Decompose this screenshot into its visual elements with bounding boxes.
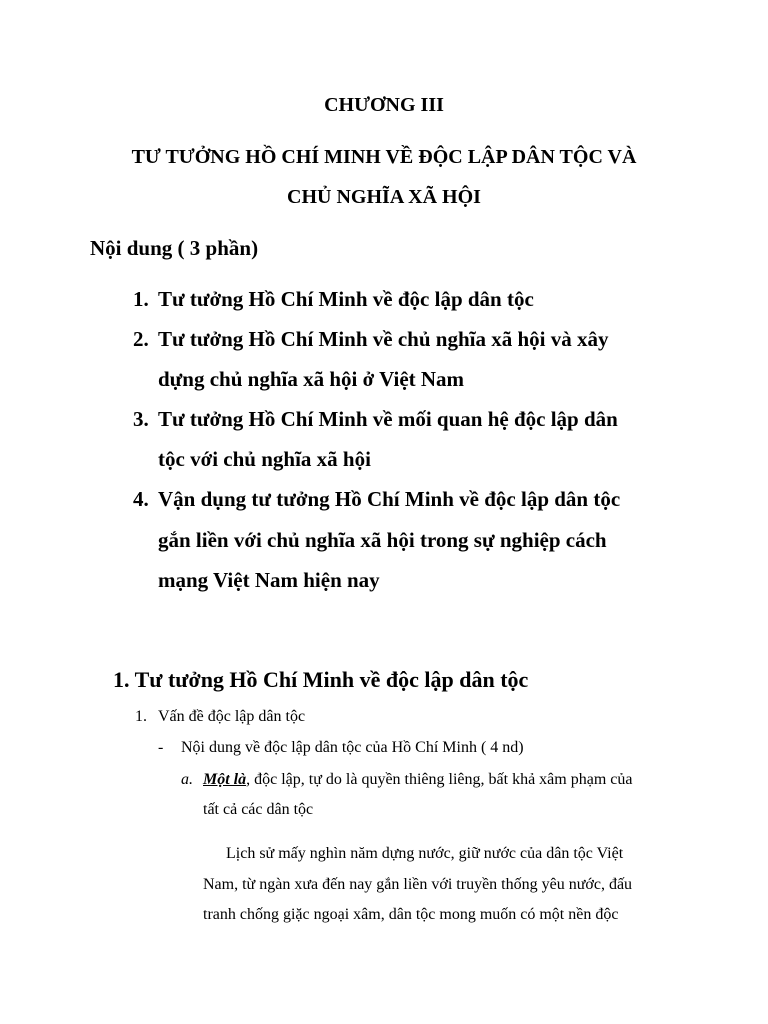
toc-item-1-line-1: Tư tưởng Hồ Chí Minh về độc lập dân tộc <box>158 287 534 311</box>
section-heading: 1. Tư tưởng Hồ Chí Minh về độc lập dân tộc <box>113 667 529 692</box>
toc-item-1-number: 1. <box>133 287 149 311</box>
chapter-heading-line-1: TƯ TƯỞNG HỒ CHÍ MINH VỀ ĐỘC LẬP DÂN TỘC VÀ <box>131 146 637 168</box>
subsection-number: 1. <box>135 708 147 725</box>
subsection-title: Vấn đề độc lập dân tộc <box>158 708 306 725</box>
item-a-emphasis: Một là <box>203 771 247 788</box>
chapter-title: CHƯƠNG III <box>324 94 444 116</box>
paragraph-line-1: Lịch sử mấy nghìn năm dựng nước, giữ nước của dân tộc Việt <box>226 845 624 862</box>
toc-item-2-line-1: Tư tưởng Hồ Chí Minh về chủ nghĩa xã hội và xây <box>158 327 609 351</box>
toc-item-4-line-3: mạng Việt Nam hiện nay <box>158 568 380 592</box>
chapter-heading-line-2: CHỦ NGHĨA XÃ HỘI <box>287 186 481 208</box>
toc-item-3-line-1: Tư tưởng Hồ Chí Minh về mối quan hệ độc lập dân <box>158 407 618 431</box>
bullet-text: Nội dung về độc lập dân tộc của Hồ Chí Minh ( 4 nd) <box>181 739 524 756</box>
bullet-marker: - <box>158 739 164 756</box>
toc-item-3-number: 3. <box>133 407 149 431</box>
toc-item-2-line-2: dựng chủ nghĩa xã hội ở Việt Nam <box>158 367 465 391</box>
toc-item-4-number: 4. <box>133 487 149 511</box>
paragraph-line-3: tranh chống giặc ngoại xâm, dân tộc mong muốn có một nền độc <box>203 906 619 923</box>
item-a-rest: , độc lập, tự do là quyền thiêng liêng, bất khả xâm phạm của <box>246 771 633 788</box>
toc-item-3-line-2: tộc với chủ nghĩa xã hội <box>158 447 371 471</box>
toc-item-2-number: 2. <box>133 327 149 351</box>
item-a-continuation: tất cả các dân tộc <box>203 801 314 818</box>
toc-item-4-line-1: Vận dụng tư tưởng Hồ Chí Minh về độc lập dân tộc <box>158 487 621 511</box>
paragraph-line-2: Nam, từ ngàn xưa đến nay gắn liền với truyền thống yêu nước, đấu <box>203 876 633 893</box>
item-a-text <box>203 771 632 789</box>
toc-item-4-line-2: gắn liền với chủ nghĩa xã hội trong sự nghiệp cách <box>158 528 607 552</box>
item-a-label: a. <box>181 771 193 788</box>
contents-heading: Nội dung ( 3 phần) <box>90 236 259 260</box>
